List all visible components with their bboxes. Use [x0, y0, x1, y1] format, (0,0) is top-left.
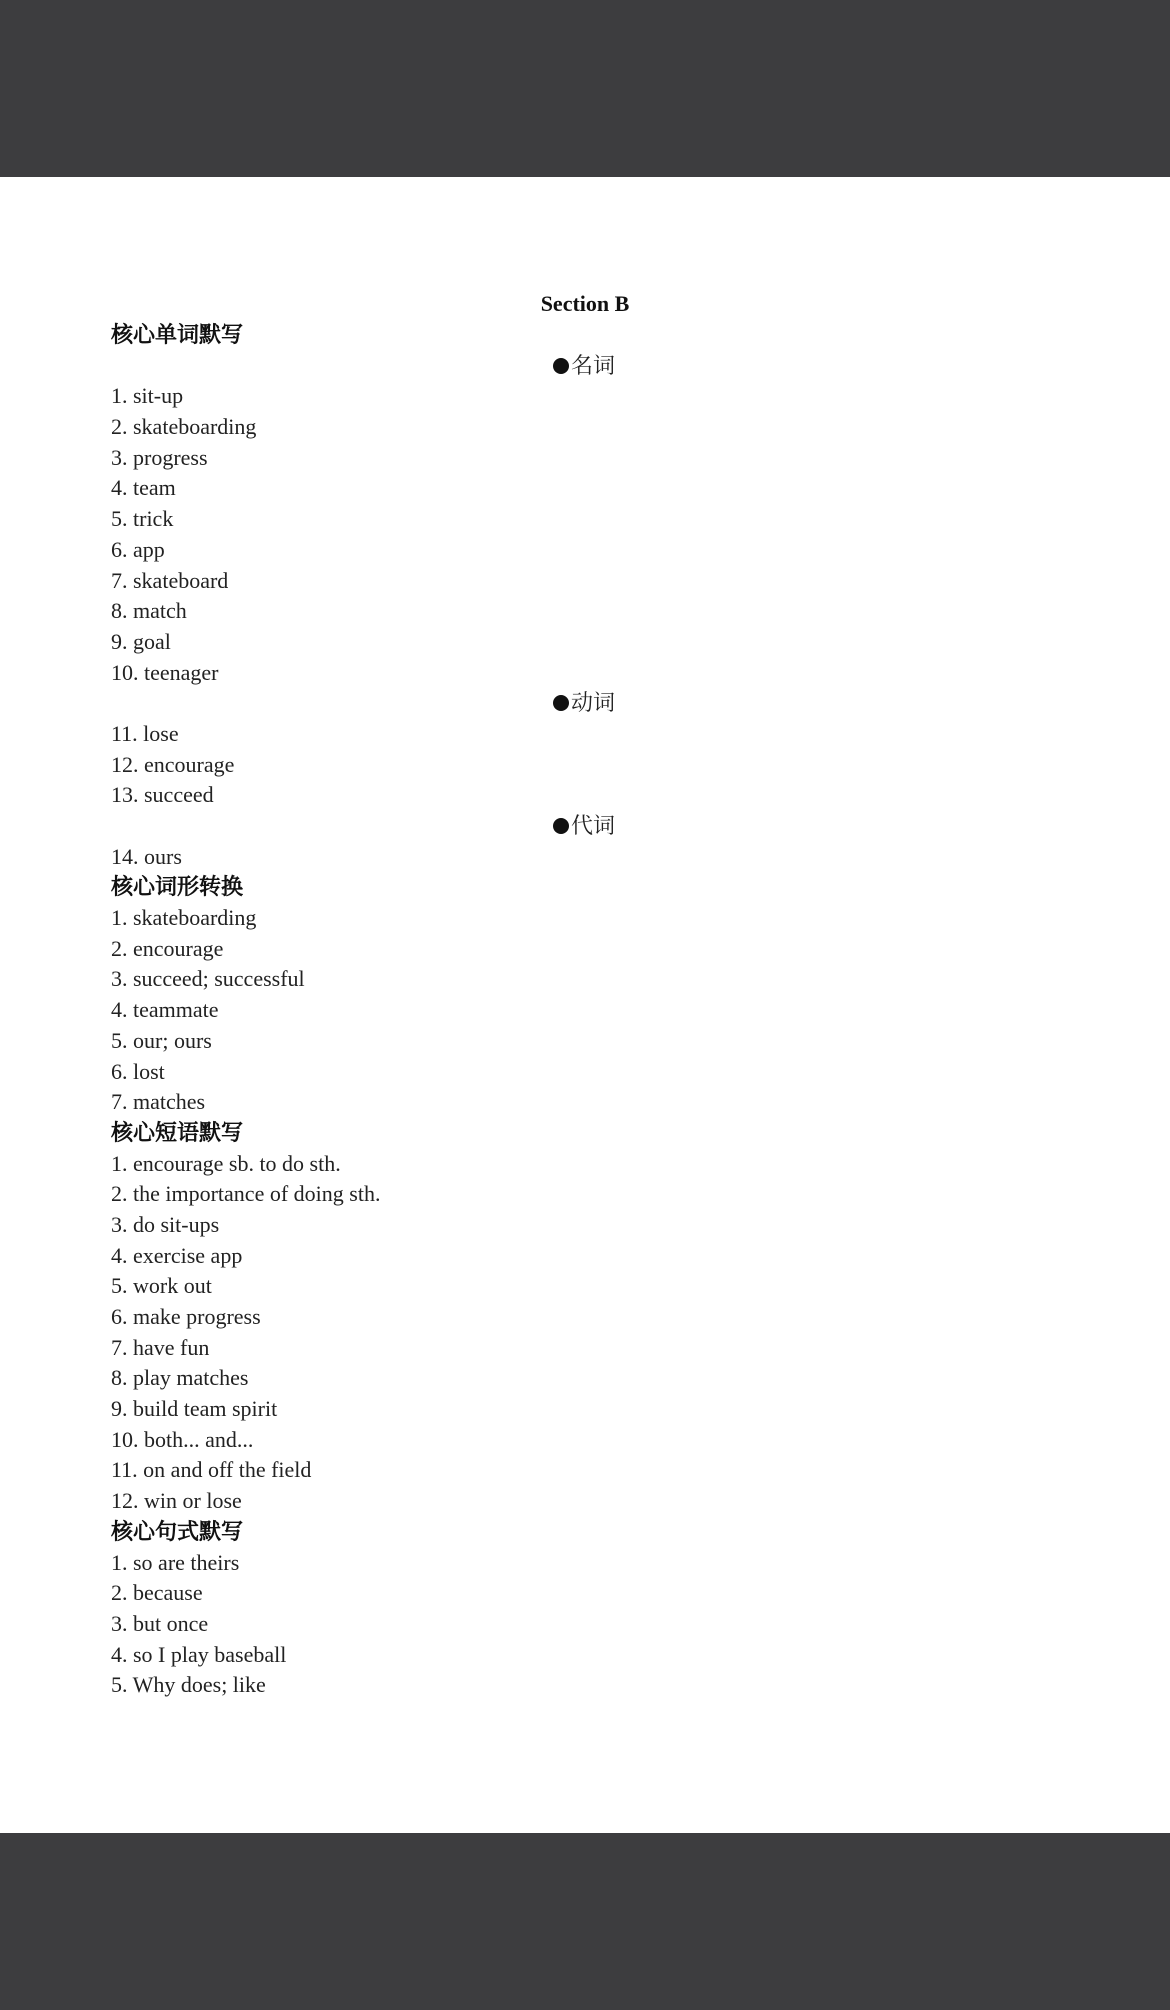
verbs-subheading: 动词: [111, 688, 1111, 719]
document-page: [0, 177, 1170, 1833]
viewer-top-band: [0, 0, 1170, 177]
list-item: 13. succeed: [111, 782, 214, 808]
list-item: 3. but once: [111, 1610, 209, 1636]
list-item: 12. win or lose: [111, 1488, 242, 1514]
list-item: 8. play matches: [111, 1365, 249, 1391]
list-item: 9. build team spirit: [111, 1396, 278, 1422]
list-item: 5. work out: [111, 1273, 212, 1299]
list-item: 11. lose: [111, 720, 179, 746]
list-item: 1. sit-up: [111, 383, 184, 409]
list-item: 5. Why does; like: [111, 1672, 266, 1698]
bullet-icon: [553, 358, 569, 374]
list-item: 2. because: [111, 1580, 203, 1606]
list-item: 9. goal: [111, 628, 171, 654]
list-item: 8. match: [111, 598, 187, 624]
list-item: 1. encourage sb. to do sth.: [111, 1150, 341, 1176]
pronouns-list: [111, 842, 1111, 873]
list-item: 2. the importance of doing sth.: [111, 1181, 381, 1207]
verbs-list: [111, 719, 1111, 811]
list-item: 4. teammate: [111, 997, 219, 1023]
list-item: 3. do sit-ups: [111, 1211, 220, 1237]
list-item: 3. progress: [111, 444, 208, 470]
bullet-icon: [553, 818, 569, 834]
list-item: 1. so are theirs: [111, 1549, 240, 1575]
list-item: 6. app: [111, 536, 165, 562]
phrases-heading: 核心短语默写: [111, 1119, 244, 1145]
list-item: 1. skateboarding: [111, 905, 257, 931]
list-item: 7. matches: [111, 1089, 206, 1115]
word-forms-list: [111, 903, 1111, 1118]
list-item: 4. exercise app: [111, 1242, 243, 1268]
list-item: 2. skateboarding: [111, 414, 257, 440]
section-title: Section B: [540, 291, 630, 316]
list-item: 11. on and off the field: [111, 1457, 312, 1483]
word-forms-heading: 核心词形转换: [111, 874, 244, 900]
phrases-list: [111, 1149, 1111, 1517]
list-item: 12. encourage: [111, 751, 235, 777]
list-item: 2. encourage: [111, 935, 224, 961]
list-item: 5. trick: [111, 506, 174, 532]
list-item: 5. our; ours: [111, 1027, 212, 1053]
list-item: 6. make progress: [111, 1304, 261, 1329]
viewer-bottom-band: [0, 1833, 1170, 2010]
list-item: 3. succeed; successful: [111, 966, 305, 992]
answer-content: [111, 320, 1111, 1701]
list-item: 7. skateboard: [111, 567, 229, 593]
list-item: 4. team: [111, 475, 176, 501]
list-item: 7. have fun: [111, 1334, 210, 1360]
vocab-heading: 核心单词默写: [111, 322, 244, 347]
bullet-icon: [553, 695, 569, 711]
pronouns-subheading: 代词: [111, 811, 1111, 842]
list-item: 4. so I play baseball: [111, 1641, 287, 1667]
list-item: 14. ours: [111, 843, 182, 869]
list-item: 10. both... and...: [111, 1426, 254, 1452]
sentences-heading: 核心句式默写: [111, 1518, 244, 1544]
nouns-subheading: 名词: [111, 351, 1111, 382]
list-item: 10. teenager: [111, 659, 219, 685]
nouns-list: [111, 381, 1111, 688]
list-item: 6. lost: [111, 1058, 165, 1084]
sentences-list: [111, 1548, 1111, 1701]
